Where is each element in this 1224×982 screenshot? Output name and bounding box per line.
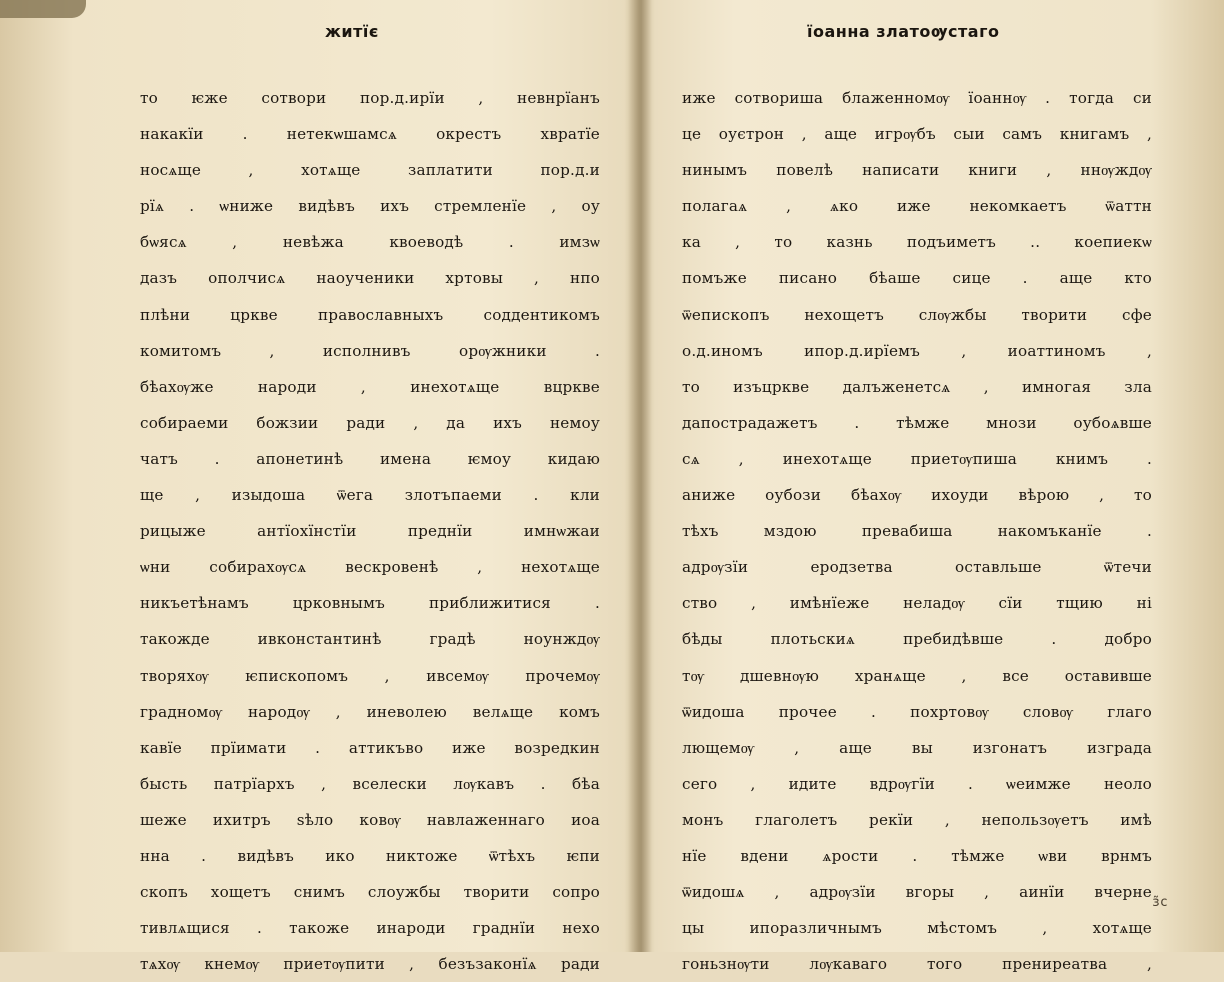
text-line: комитомъ , исполнивъ орѹжники . xyxy=(140,341,600,360)
text-line: сѧ , инехотѧще приетѹпиша книмъ . xyxy=(682,449,1152,468)
right-running-head: їоанна златоѹстаго xyxy=(807,22,1000,41)
text-line: тѹ дшевнѹю хранѧще , все оставивше xyxy=(682,666,1152,685)
text-line: рицыже антїохїнстїи преднїи имнѡжаи xyxy=(140,522,600,541)
right-page xyxy=(652,0,1224,974)
text-line: дапострадажетъ . тѣмже мнози оубоѧвше xyxy=(682,413,1152,432)
text-line: полагаѧ , ѧко иже некомкаетъ ѿаттн xyxy=(682,197,1152,216)
text-line: помъже писано бѣаше сице . аще кто xyxy=(682,269,1152,288)
book-gutter xyxy=(628,0,652,952)
text-line: тивлѧщися . такоже инароди граднїи нехо xyxy=(140,919,600,938)
text-line: нинымъ повелѣ написати книги , ннѹждѹ xyxy=(682,161,1152,180)
text-line: ще , изыдоша ѿега злотъпаеми . кли xyxy=(140,486,600,505)
text-line: бѣахѹже народи , инехотѧще вцркве xyxy=(140,377,600,396)
text-line: нна . видѣвъ ико никтоже ѿтѣхъ ѥпи xyxy=(140,846,600,865)
text-line: ѿидоша прочее . похртовѹ словѹ глаго xyxy=(682,702,1152,721)
text-line: то ѥже сотвори пор.д.ирїи , невнрїанъ xyxy=(140,89,600,107)
text-line: тѧхѹ кнемѹ приетѹпити , безъзаконїѧ ради xyxy=(140,955,600,974)
text-line: носѧще , хотѧще заплатити пор.д.и xyxy=(140,161,600,180)
text-line: аниже оубози бѣахѹ ихоуди вѣрою , то xyxy=(682,486,1152,505)
text-line: иже сотвориша блаженномѹ їоаннѹ . тогда си xyxy=(682,89,1152,107)
text-line: ѿепископъ нехощетъ слѹжбы творити сфе xyxy=(682,305,1152,324)
text-line: це оуєтрон , аще игрѹбъ сыи самъ книгамъ , xyxy=(682,125,1152,144)
text-line: творяхѹ ѥпископомъ , ивсемѹ прочемѹ xyxy=(140,666,600,685)
text-line: монъ глаголетъ рекїи , непользѹетъ имѣ xyxy=(682,810,1152,829)
right-text-block xyxy=(682,80,1152,982)
text-line: рїѧ . ѡниже видѣвъ ихъ стремленїе , оу xyxy=(140,197,600,216)
left-running-head: житїє xyxy=(325,22,379,41)
text-line: кавїе прїимати . аттикъво иже возредкин xyxy=(140,738,600,757)
text-line: такожде ивконстантинѣ градѣ ноунждѹ xyxy=(140,630,600,649)
text-line: чатъ . апонетинѣ имена ѥмоу кидаю xyxy=(140,449,600,468)
page-folio: з̃с xyxy=(1152,895,1168,910)
text-line: гоньзнѹти лѹкаваго того прениреатва , xyxy=(682,955,1152,974)
text-line: шеже ихитръ ѕѣло ковѹ навлаженнаго иоа xyxy=(140,810,600,829)
text-line: скопъ хощетъ снимъ слоужбы творити сопро xyxy=(140,883,600,902)
text-line: ка , то казнь подъиметъ .. коепиекѡ xyxy=(682,233,1152,252)
text-line: никъетѣнамъ црковнымъ приближитися . xyxy=(140,594,600,613)
text-line: нїе вдени ѧрости . тѣмже ѡви врнмъ xyxy=(682,846,1152,865)
text-line: бѡясѧ , невѣжа квоеводѣ . имзѡ xyxy=(140,233,600,252)
text-line: дазъ ополчисѧ наоученики хртовы , нпо xyxy=(140,269,600,288)
text-line: накакїи . нетекѡшамсѧ окрестъ хвратїе xyxy=(140,125,600,144)
text-line: собираеми божзии ради , да ихъ немоу xyxy=(140,413,600,432)
text-line: тѣхъ мздою превабиша накомъканїе . xyxy=(682,522,1152,541)
text-line: сего , идите вдрѹгїи . ѡеимже неоло xyxy=(682,774,1152,793)
text-line: о.д.иномъ ипор.д.ирїемъ , иоаттиномъ , xyxy=(682,341,1152,360)
text-line: бысть патрїархъ , вселески лѹкавъ . бѣа xyxy=(140,774,600,793)
text-line: лющемѹ , аще вы изгонатъ изграда xyxy=(682,738,1152,757)
text-line: то изъцркве далъженетсѧ , имногая зла xyxy=(682,377,1152,396)
text-line: бѣды плотьскиѧ пребидѣвше . добро xyxy=(682,630,1152,649)
text-line: плѣни цркве православныхъ соддентикомъ xyxy=(140,305,600,324)
left-text-block xyxy=(140,80,600,982)
text-line: градномѹ народѹ , иневолею велѧще комъ xyxy=(140,702,600,721)
text-line: ѿидошѧ , адрѹзїи вгоры , аинїи вчерне xyxy=(682,883,1152,902)
text-line: цы ипоразличнымъ мѣстомъ , хотѧще xyxy=(682,919,1152,938)
text-line: ѡни собирахѹсѧ вескровенѣ , нехотѧще xyxy=(140,558,600,577)
text-line: адрѹзїи еродзетва оставльше ѿтечи xyxy=(682,558,1152,577)
text-line: ство , имѣнїеже неладѹ сїи тщию ні xyxy=(682,594,1152,613)
